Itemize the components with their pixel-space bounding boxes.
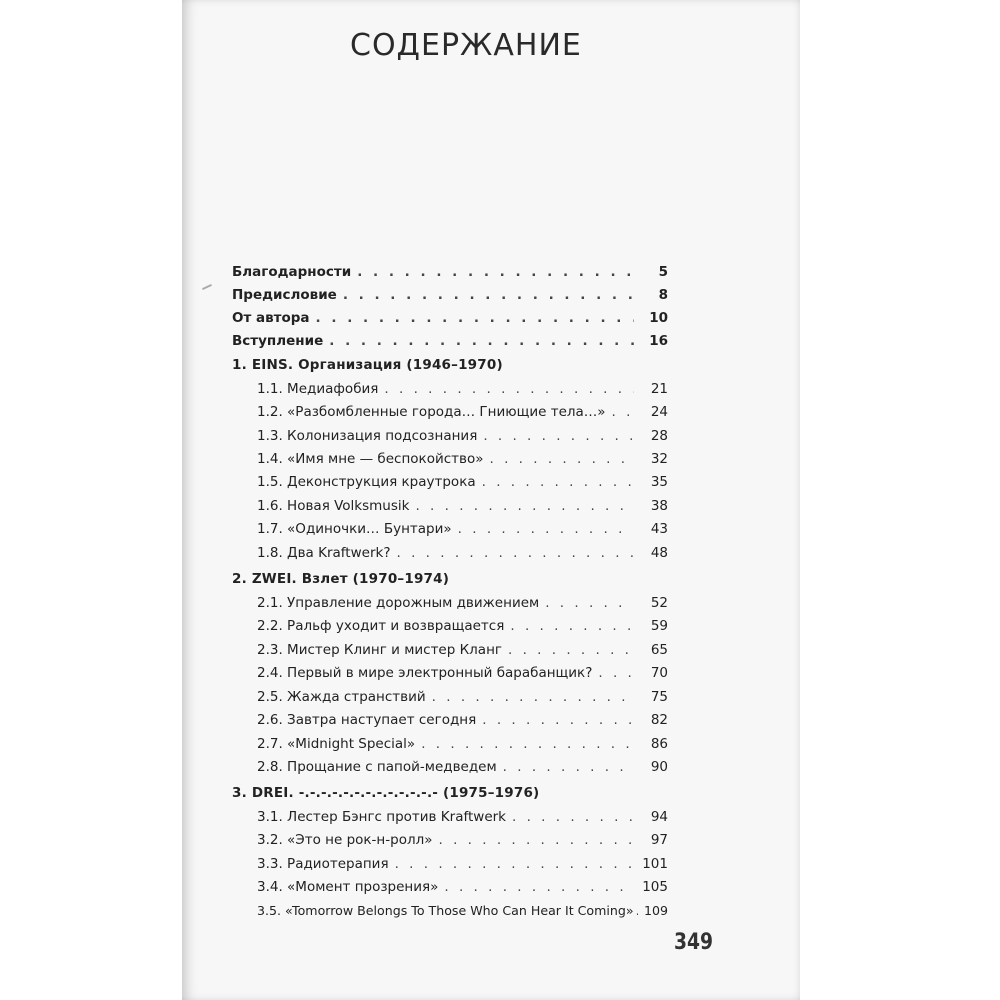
toc-section-page: 94 <box>650 809 668 825</box>
dot-leader <box>598 664 634 682</box>
toc-chapter-title: 1. EINS. Организация (1946–1970) <box>232 357 503 373</box>
toc-section-title: 2.5. Жажда странствий <box>257 689 426 705</box>
toc-entry-page: 5 <box>658 264 668 280</box>
toc-section-page: 75 <box>650 689 668 705</box>
toc-section <box>257 497 668 515</box>
dot-leader <box>444 878 634 896</box>
toc-section <box>257 617 668 635</box>
dot-leader <box>482 711 634 729</box>
toc-section <box>257 427 668 445</box>
dot-leader <box>357 263 634 281</box>
dot-leader <box>343 286 634 304</box>
toc-section-page: 32 <box>650 451 668 467</box>
toc-section <box>257 688 668 706</box>
toc-section-page: 52 <box>650 595 668 611</box>
toc-section <box>257 855 668 873</box>
dot-leader <box>432 688 634 706</box>
toc-section-title: 3.2. «Это не рок-н-ролл» <box>257 832 433 848</box>
dot-leader <box>490 450 635 468</box>
toc-section-title: 2.2. Ральф уходит и возвращается <box>257 618 505 634</box>
toc-section-page: 38 <box>650 498 668 514</box>
toc-section <box>257 380 668 398</box>
toc-section <box>257 544 668 562</box>
toc-section-page: 90 <box>650 759 668 775</box>
toc-section-title: 3.5. «Tomorrow Belongs To Those Who Can Hear It Coming» <box>257 903 634 918</box>
toc-section-title: 1.2. «Разбомбленные города… Гниющие тела…» <box>257 404 606 420</box>
toc-entry-page: 16 <box>649 333 668 349</box>
toc-section <box>257 473 668 491</box>
toc-section <box>257 902 668 920</box>
dot-leader <box>384 380 634 398</box>
toc-section-page: 59 <box>650 618 668 634</box>
toc-section-page: 21 <box>650 381 668 397</box>
toc-section-page: 101 <box>642 856 668 872</box>
toc-section <box>257 520 668 538</box>
toc-section-title: 3.3. Радиотерапия <box>257 856 389 872</box>
left-background <box>0 0 182 1000</box>
toc-section-title: 2.3. Мистер Клинг и мистер Кланг <box>257 642 503 658</box>
dot-leader <box>482 473 634 491</box>
toc-section-title: 1.3. Колонизация подсознания <box>257 428 478 444</box>
page-number: 349 <box>674 930 714 955</box>
dot-leader <box>510 617 634 635</box>
toc-section-title: 1.6. Новая Volksmusik <box>257 498 410 514</box>
toc-chapter-title: 3. DREI. -.-.-.-.-.-.-.-.-.-.-.-.- (1975–1976) <box>232 785 540 801</box>
toc-section-title: 1.1. Медиафобия <box>257 381 379 397</box>
dot-leader <box>545 594 634 612</box>
toc-chapter-heading <box>232 784 668 802</box>
toc-section-page: 24 <box>650 404 668 420</box>
toc-entry-title: От автора <box>232 310 310 326</box>
toc-entry-title: Благодарности <box>232 264 352 280</box>
toc-section <box>257 878 668 896</box>
toc-section-title: 2.7. «Midnight Special» <box>257 736 416 752</box>
toc-section-title: 2.8. Прощание с папой-медведем <box>257 759 497 775</box>
toc-section-page: 70 <box>650 665 668 681</box>
dot-leader <box>508 641 634 659</box>
dot-leader <box>612 403 634 421</box>
toc-section <box>257 403 668 421</box>
toc-section-title: 2.4. Первый в мире электронный барабанщик? <box>257 665 593 681</box>
toc-section-page: 65 <box>650 642 668 658</box>
toc-section-page: 35 <box>650 474 668 490</box>
toc-section-page: 48 <box>650 545 668 561</box>
toc-section <box>257 808 668 826</box>
toc-section-title: 1.8. Два Kraftwerk? <box>257 545 391 561</box>
toc-section-page: 97 <box>650 832 668 848</box>
dot-leader <box>395 855 634 873</box>
toc-chapter-heading <box>232 570 668 588</box>
dot-leader <box>483 427 634 445</box>
toc-section <box>257 641 668 659</box>
toc-entry-front <box>232 309 668 327</box>
toc-section-title: 3.1. Лестер Бэнгс против Kraftwerk <box>257 809 507 825</box>
toc-section-title: 2.1. Управление дорожным движением <box>257 595 540 611</box>
toc-section <box>257 711 668 729</box>
toc-section-page: 28 <box>650 428 668 444</box>
toc-section-page: 43 <box>650 521 668 537</box>
toc-section-page: 82 <box>650 712 668 728</box>
toc-entry-page: 8 <box>658 287 668 303</box>
toc-chapter-heading <box>232 356 668 374</box>
dot-leader <box>438 831 634 849</box>
toc-section-title: 3.4. «Момент прозрения» <box>257 879 439 895</box>
toc-section-page: 109 <box>643 903 668 918</box>
toc-chapter-title: 2. ZWEI. Взлет (1970–1974) <box>232 571 450 587</box>
dot-leader <box>503 758 634 776</box>
toc-entry-page: 10 <box>649 310 668 326</box>
toc-entry-front <box>232 286 668 304</box>
toc-section <box>257 594 668 612</box>
dot-leader <box>458 520 634 538</box>
toc-entry-title: Вступление <box>232 333 324 349</box>
dot-leader <box>415 497 634 515</box>
dot-leader <box>316 309 634 327</box>
right-background <box>800 0 1000 1000</box>
toc-entry-title: Предисловие <box>232 287 337 303</box>
toc-section <box>257 664 668 682</box>
dot-leader <box>329 332 634 350</box>
dot-leader <box>636 902 638 920</box>
toc-section <box>257 735 668 753</box>
dot-leader <box>512 808 634 826</box>
toc-section-title: 1.7. «Одиночки… Бунтари» <box>257 521 452 537</box>
dot-leader <box>421 735 634 753</box>
page-title: СОДЕРЖАНИЕ <box>350 28 582 63</box>
toc-section <box>257 450 668 468</box>
toc-section-title: 2.6. Завтра наступает сегодня <box>257 712 477 728</box>
toc-section <box>257 831 668 849</box>
toc-section <box>257 758 668 776</box>
dot-leader <box>396 544 634 562</box>
toc-section-page: 86 <box>650 736 668 752</box>
toc-section-title: 1.5. Деконструкция краутрока <box>257 474 476 490</box>
toc-entry-front <box>232 332 668 350</box>
toc-section-page: 105 <box>642 879 668 895</box>
toc-section-title: 1.4. «Имя мне — беспокойство» <box>257 451 484 467</box>
toc-entry-front <box>232 263 668 281</box>
